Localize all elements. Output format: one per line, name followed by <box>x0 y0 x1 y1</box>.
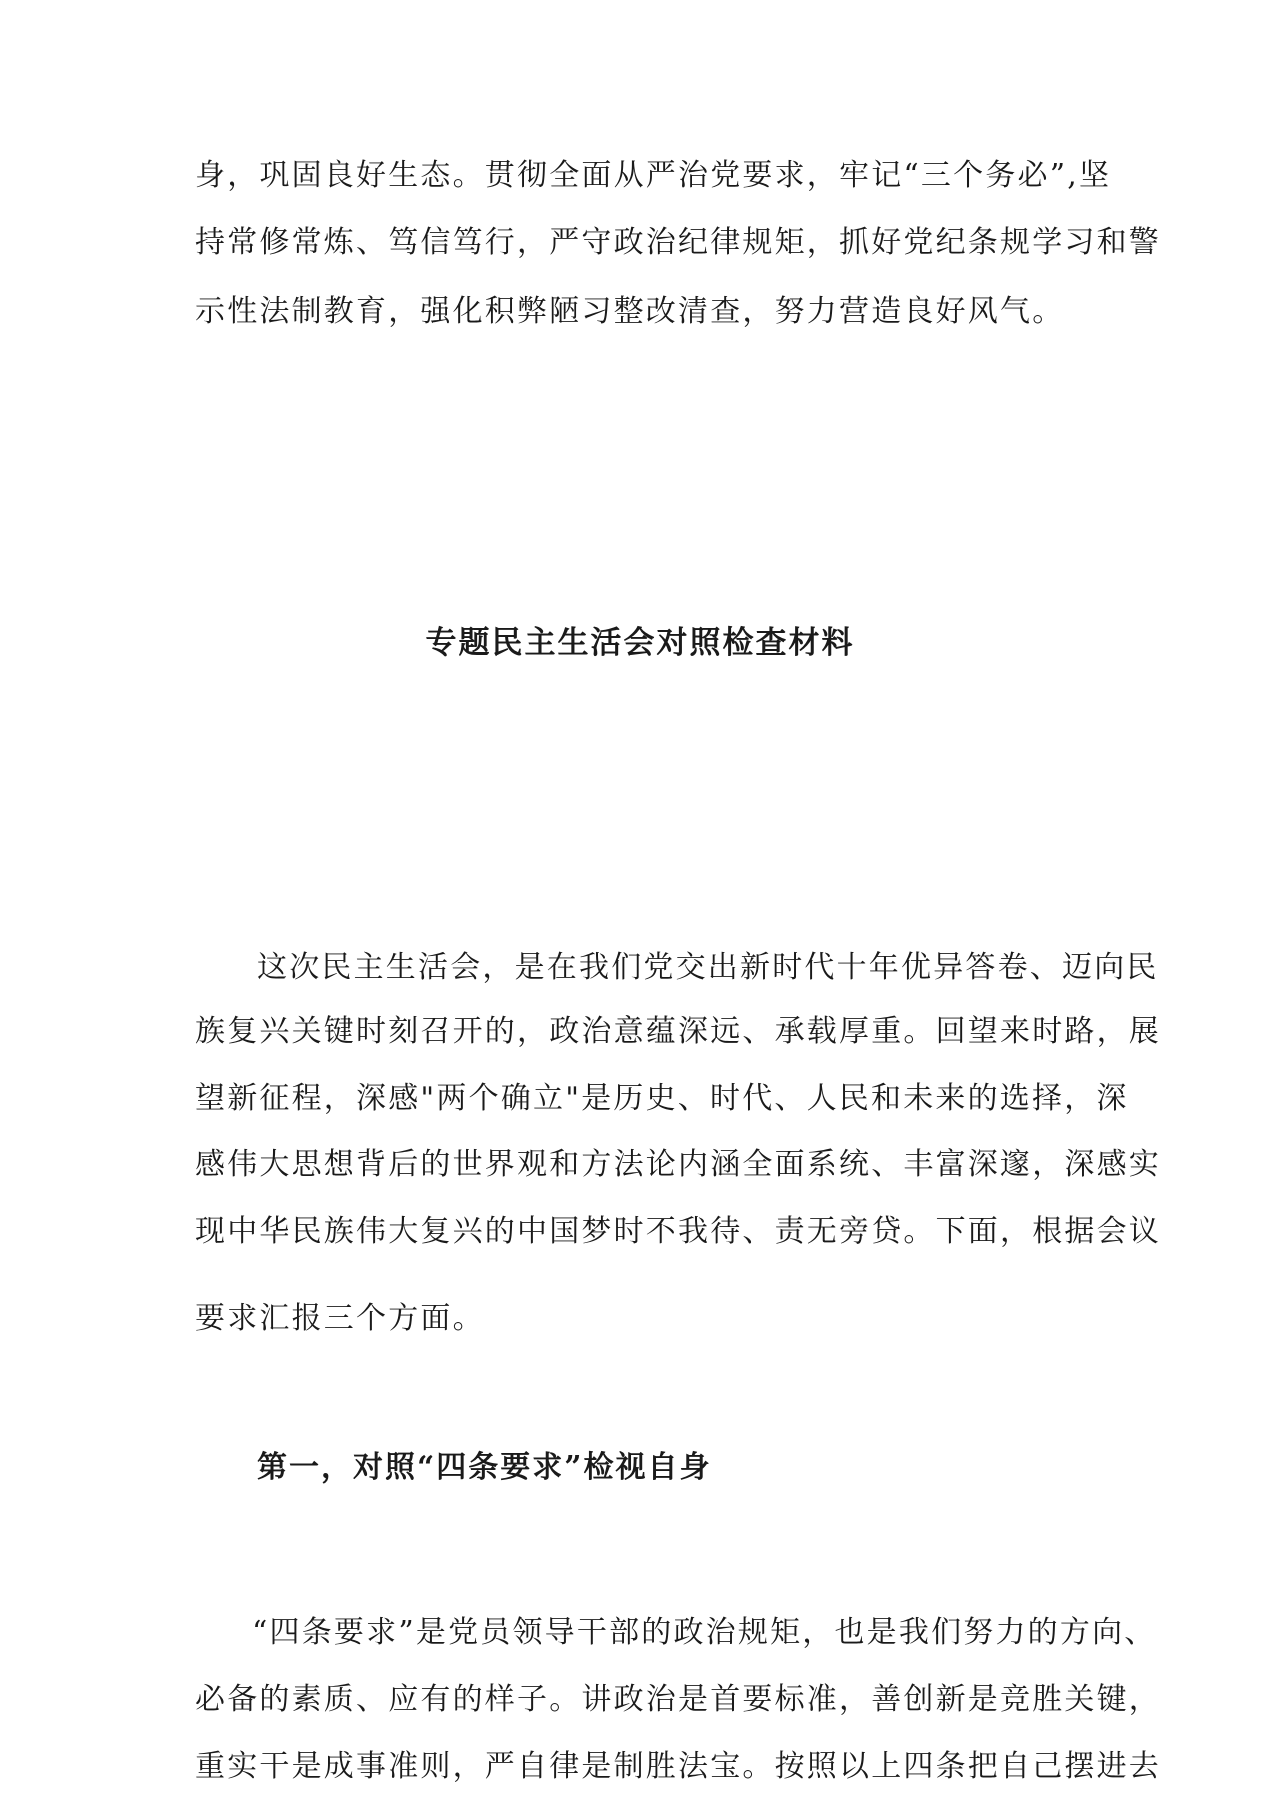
intro-line-1: 身，巩固良好生态。贯彻全面从严治党要求，牢记“三个务必”,坚 <box>195 158 1112 193</box>
intro-line-2: 持常修常炼、笃信笃行，严守政治纪律规矩，抓好党纪条规学习和警 <box>195 225 1161 260</box>
section-one-line-3: 重实干是成事准则，严自律是制胜法宝。按照以上四条把自己摆进去 <box>195 1749 1161 1784</box>
opening-line-4: 感伟大思想背后的世界观和方法论内涵全面系统、丰富深邃，深感实 <box>195 1147 1161 1182</box>
opening-line-1: 这次民主生活会，是在我们党交出新时代十年优异答卷、迈向民 <box>257 950 1159 985</box>
intro-line-3: 示性法制教育，强化积弊陋习整改清查，努力营造良好风气。 <box>195 294 1065 329</box>
section-one-line-1: “四条要求”是党员领导干部的政治规矩，也是我们努力的方向、 <box>252 1615 1157 1650</box>
document-title: 专题民主生活会对照检查材料 <box>425 625 855 661</box>
section-one-heading: 第一，对照“四条要求”检视自身 <box>257 1450 712 1485</box>
opening-line-6: 要求汇报三个方面。 <box>195 1301 485 1336</box>
section-one-line-2: 必备的素质、应有的样子。讲政治是首要标准，善创新是竞胜关键， <box>195 1682 1161 1717</box>
opening-line-2: 族复兴关键时刻召开的，政治意蕴深远、承载厚重。回望来时路，展 <box>195 1014 1161 1049</box>
opening-line-3: 望新征程，深感"两个确立"是历史、时代、人民和未来的选择，深 <box>195 1081 1129 1116</box>
opening-line-5: 现中华民族伟大复兴的中国梦时不我待、责无旁贷。下面，根据会议 <box>195 1214 1161 1249</box>
